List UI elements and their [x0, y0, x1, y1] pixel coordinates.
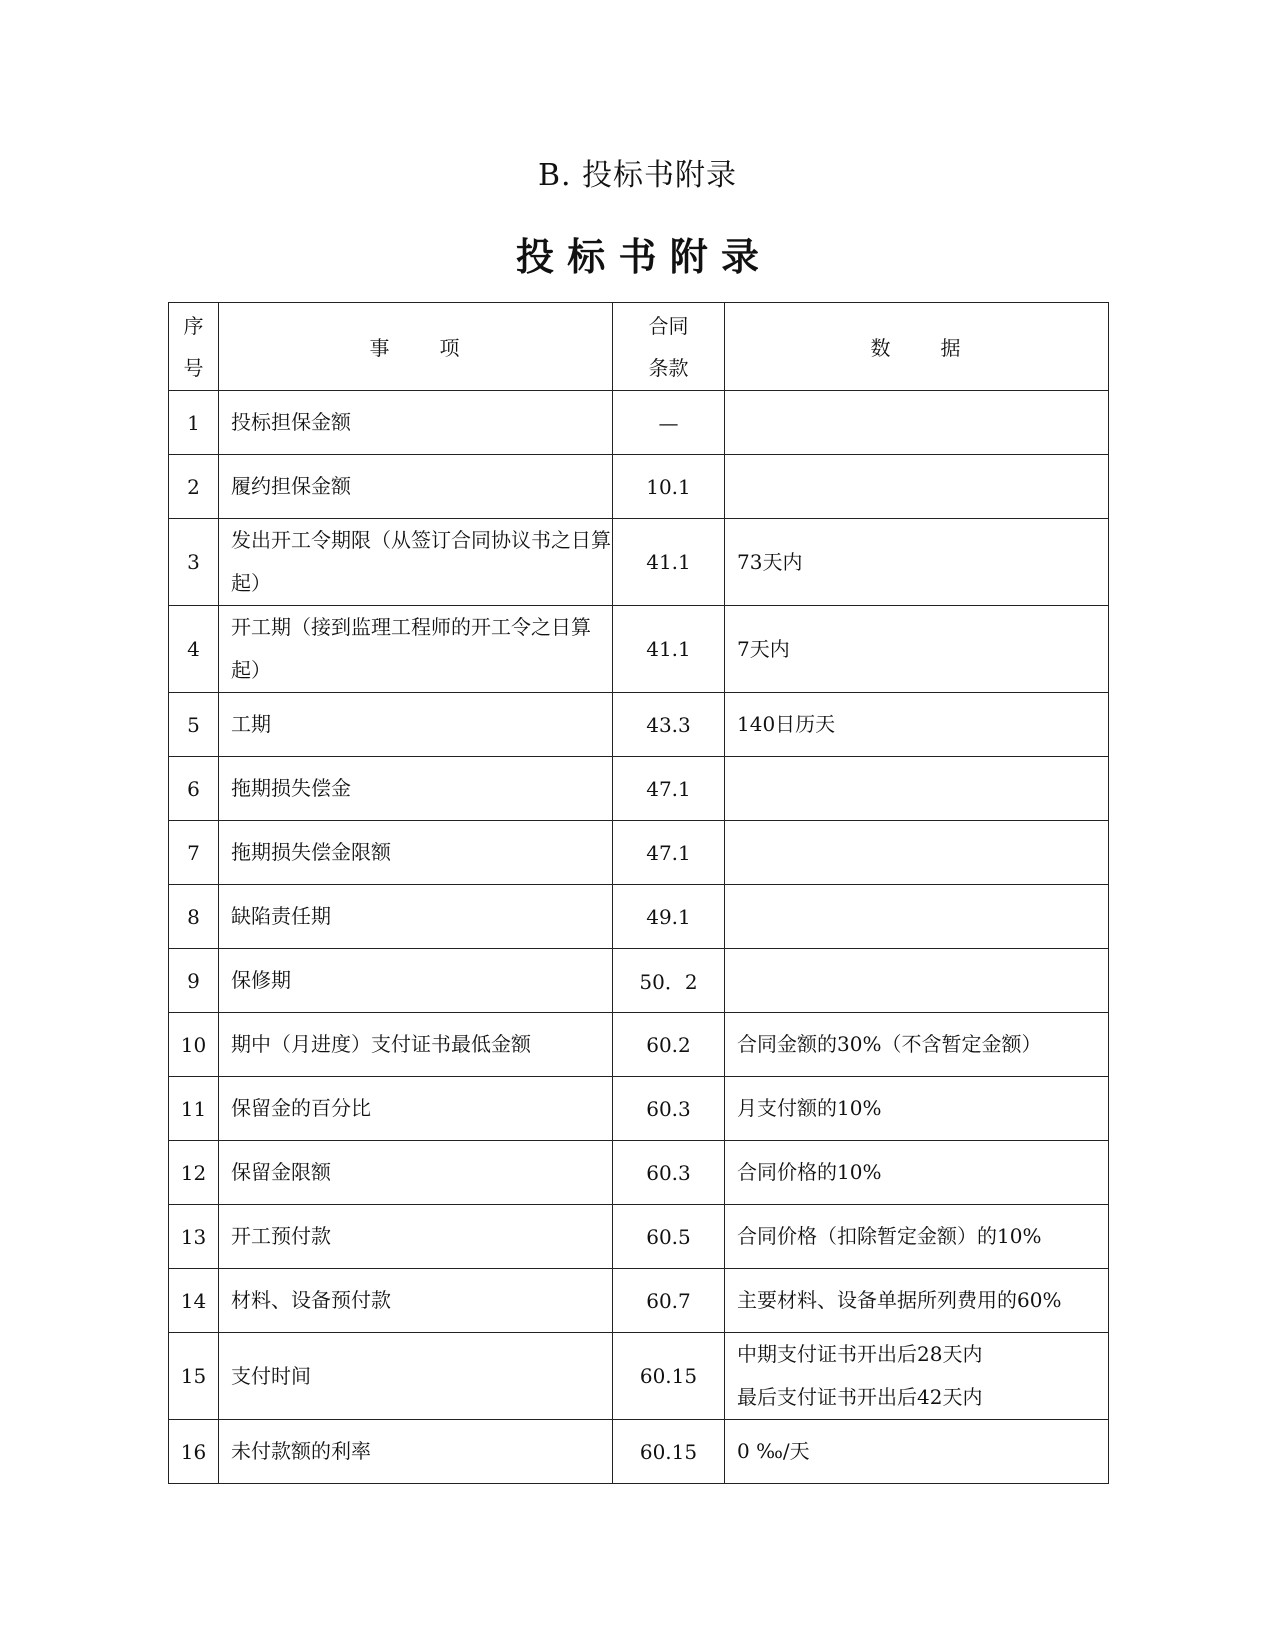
- row-item: 履约担保金额: [219, 455, 613, 519]
- row-value: 合同价格的10%: [725, 1141, 1109, 1205]
- table-row: [169, 1013, 1109, 1077]
- row-no: 6: [169, 757, 219, 821]
- header-item-part2: 项: [439, 336, 462, 360]
- table-row: [169, 821, 1109, 885]
- row-no: 9: [169, 949, 219, 1013]
- row-value-line1: 中期支付证书开出后28天内: [737, 1342, 983, 1366]
- table-row: [169, 391, 1109, 455]
- table-row: [169, 885, 1109, 949]
- row-item: 缺陷责任期: [219, 885, 613, 949]
- row-clause: 60.3: [613, 1077, 725, 1141]
- header-item: [219, 303, 613, 391]
- table-row: [169, 1205, 1109, 1269]
- table-row: [169, 1077, 1109, 1141]
- row-value: 合同价格（扣除暂定金额）的10%: [725, 1205, 1109, 1269]
- row-no: 10: [169, 1013, 219, 1077]
- row-clause: 60.3: [613, 1141, 725, 1205]
- row-clause: 10.1: [613, 455, 725, 519]
- row-value: [725, 821, 1109, 885]
- row-no: 12: [169, 1141, 219, 1205]
- row-clause: 60.15: [613, 1420, 725, 1484]
- row-item: 工期: [219, 693, 613, 757]
- table-row: [169, 1269, 1109, 1333]
- row-clause: 60.5: [613, 1205, 725, 1269]
- header-value-part2: 据: [940, 336, 963, 360]
- table-row: [169, 455, 1109, 519]
- table-row: [169, 606, 1109, 693]
- row-clause: 49.1: [613, 885, 725, 949]
- row-value: [725, 757, 1109, 821]
- row-item: 材料、设备预付款: [219, 1269, 613, 1333]
- row-clause: 60.7: [613, 1269, 725, 1333]
- row-no: 11: [169, 1077, 219, 1141]
- header-clause-line2: 条款: [648, 355, 689, 380]
- table-row: [169, 757, 1109, 821]
- row-item: 期中（月进度）支付证书最低金额: [219, 1013, 613, 1077]
- header-clause: [613, 303, 725, 391]
- row-item: 投标担保金额: [219, 391, 613, 455]
- table-row: [169, 949, 1109, 1013]
- row-clause: 47.1: [613, 821, 725, 885]
- row-value: [725, 455, 1109, 519]
- row-value: 140日历天: [725, 693, 1109, 757]
- row-clause: 60.2: [613, 1013, 725, 1077]
- row-item: 未付款额的利率: [219, 1420, 613, 1484]
- table-row: [169, 519, 1109, 606]
- table-header-row: [169, 303, 1109, 391]
- row-clause: 50．2: [613, 949, 725, 1013]
- row-value: 73天内: [725, 519, 1109, 606]
- header-no-line1: 序: [183, 313, 204, 338]
- row-item: 拖期损失偿金限额: [219, 821, 613, 885]
- row-no: 13: [169, 1205, 219, 1269]
- row-clause: 41.1: [613, 606, 725, 693]
- row-item: 开工期（接到监理工程师的开工令之日算起）: [219, 606, 613, 693]
- table-row: [169, 1420, 1109, 1484]
- row-value: 7天内: [725, 606, 1109, 693]
- header-value: [725, 303, 1109, 391]
- row-value: [725, 885, 1109, 949]
- row-value: [725, 391, 1109, 455]
- row-no: 3: [169, 519, 219, 606]
- row-no: 1: [169, 391, 219, 455]
- page-title: 投 标 书 附 录: [516, 235, 759, 279]
- row-no: 8: [169, 885, 219, 949]
- header-item-part1: 事: [369, 336, 392, 360]
- section-heading: B. 投标书附录: [537, 158, 738, 193]
- header-value-part1: 数: [870, 336, 893, 360]
- appendix-table: [168, 302, 1109, 1484]
- row-clause: 41.1: [613, 519, 725, 606]
- row-no: 4: [169, 606, 219, 693]
- row-value: [725, 949, 1109, 1013]
- row-item: 开工预付款: [219, 1205, 613, 1269]
- row-value-line2: 最后支付证书开出后42天内: [737, 1385, 983, 1409]
- row-no: 5: [169, 693, 219, 757]
- row-value: 月支付额的10%: [725, 1077, 1109, 1141]
- row-clause: 47.1: [613, 757, 725, 821]
- row-no: 14: [169, 1269, 219, 1333]
- row-value: 合同金额的30%（不含暂定金额）: [725, 1013, 1109, 1077]
- row-value: 主要材料、设备单据所列费用的60%: [725, 1269, 1109, 1333]
- row-item: 拖期损失偿金: [219, 757, 613, 821]
- row-no: 16: [169, 1420, 219, 1484]
- row-item: 保修期: [219, 949, 613, 1013]
- row-clause: 60.15: [613, 1333, 725, 1420]
- header-clause-line1: 合同: [648, 313, 689, 338]
- row-item: 支付时间: [219, 1333, 613, 1420]
- row-no: 7: [169, 821, 219, 885]
- table-row: [169, 1141, 1109, 1205]
- header-no-line2: 号: [183, 355, 204, 380]
- table-row: [169, 1333, 1109, 1420]
- row-clause: 43.3: [613, 693, 725, 757]
- header-no: [169, 303, 219, 391]
- row-value: 0 ‰/天: [725, 1420, 1109, 1484]
- row-item: 保留金限额: [219, 1141, 613, 1205]
- row-clause: —: [613, 391, 725, 455]
- row-value: [725, 1333, 1109, 1420]
- row-item: 发出开工令期限（从签订合同协议书之日算起）: [219, 519, 613, 606]
- table-row: [169, 693, 1109, 757]
- row-item: 保留金的百分比: [219, 1077, 613, 1141]
- row-no: 2: [169, 455, 219, 519]
- row-no: 15: [169, 1333, 219, 1420]
